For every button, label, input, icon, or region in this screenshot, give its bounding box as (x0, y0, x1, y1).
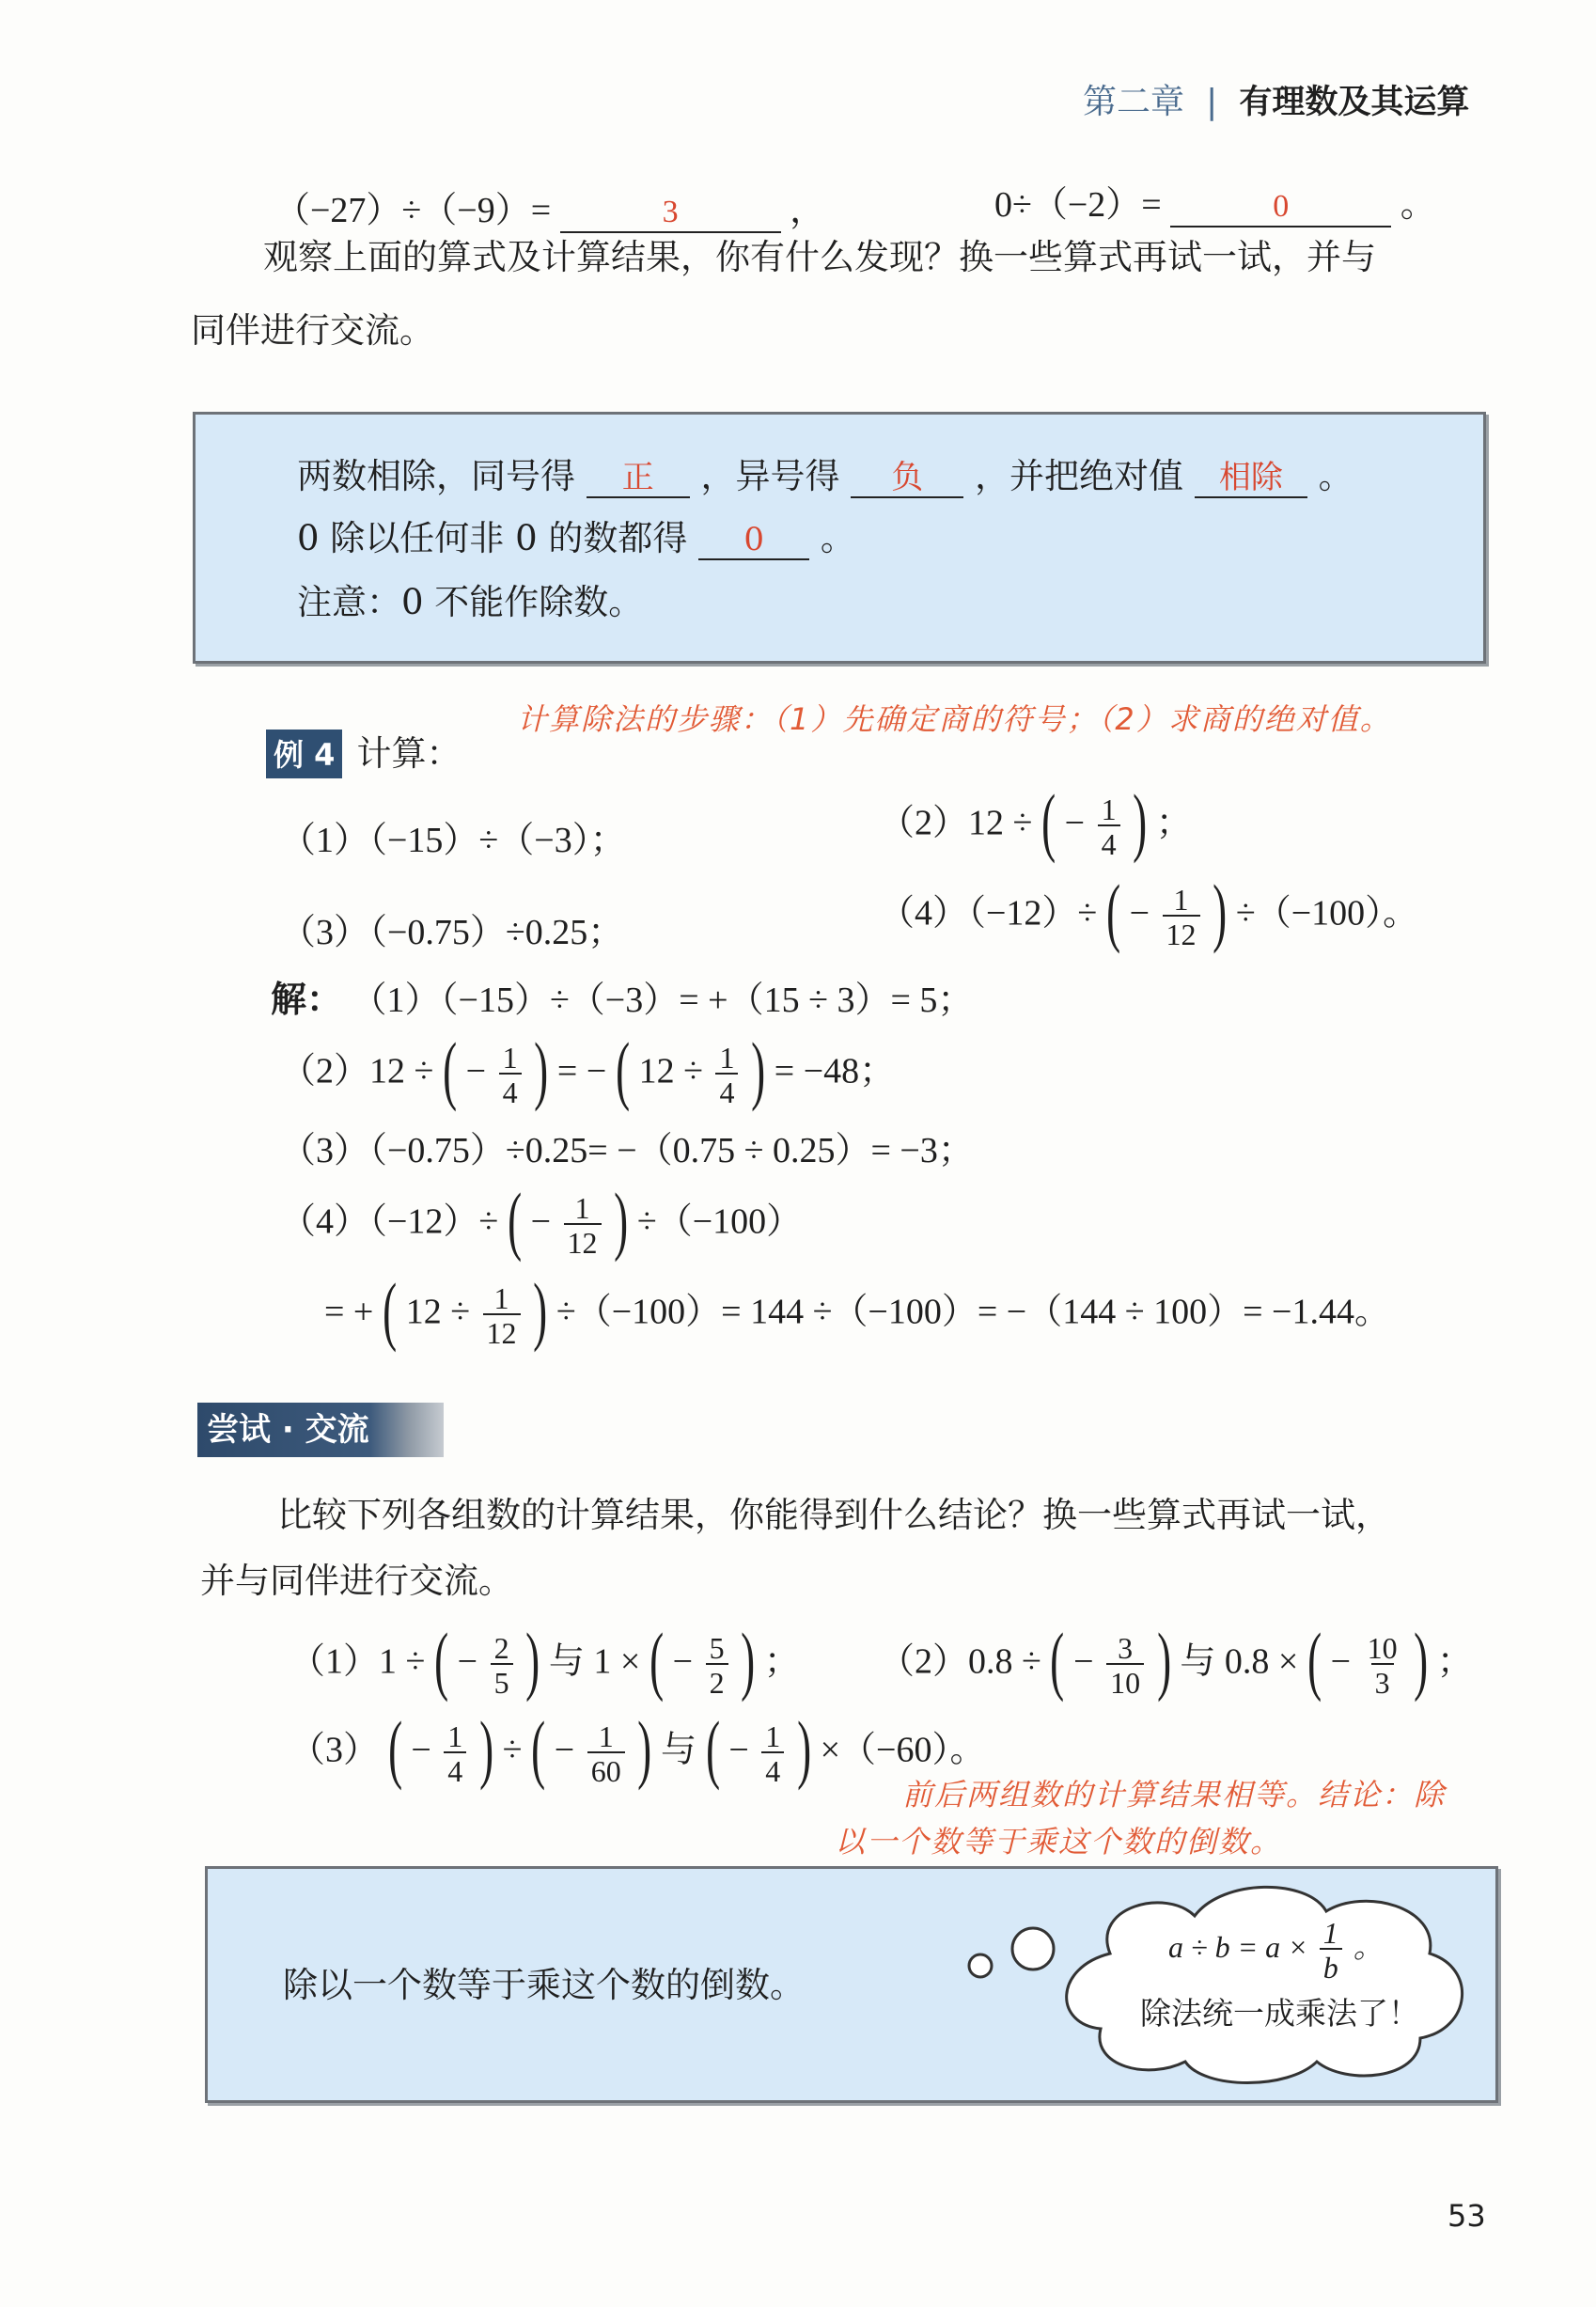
fraction (1163, 882, 1200, 951)
expr-text: ÷（−100）。 (1235, 893, 1419, 934)
paren-left: ( (1050, 1617, 1065, 1703)
paren-right: ) (478, 1705, 493, 1791)
try-question-1 (289, 1617, 800, 1703)
paren-right: ) (525, 1617, 540, 1703)
denominator: 12 (483, 1313, 521, 1348)
answer-blank (851, 458, 963, 498)
expr-text: （3） (289, 1730, 380, 1770)
paren-right: ) (1156, 1617, 1171, 1703)
minus-sign: − (457, 1641, 478, 1682)
page-number: 53 (1447, 2198, 1486, 2234)
example-part-3: （3）（−0.75）÷0.25； (280, 913, 624, 952)
denominator: 4 (444, 1751, 466, 1786)
paren-right: ) (741, 1617, 756, 1703)
minus-sign: − (1129, 893, 1150, 934)
top-equation-right (994, 175, 1436, 228)
numerator: 1 (1101, 792, 1117, 826)
answer-text: 3 (662, 195, 679, 229)
expr-text: ； (1155, 803, 1192, 843)
expr-text: ÷（−100） (636, 1201, 803, 1242)
numerator: 5 (709, 1630, 725, 1665)
expr-text: 与 0.8 × (1180, 1641, 1299, 1682)
paren-right: ) (614, 1177, 629, 1263)
fraction (706, 1630, 728, 1700)
expr-text: 。 (1353, 1929, 1384, 1964)
expr-text: （2）12 ÷ (879, 803, 1033, 843)
summary-text: 除以一个数等于乘这个数的倒数。 (283, 1965, 805, 2005)
example-label: 例 4 (266, 730, 342, 778)
numerator: 2 (493, 1630, 509, 1665)
expr-text: = −48； (774, 1051, 896, 1091)
rule-box (193, 412, 1486, 664)
top-equation-left (274, 180, 825, 233)
fraction (587, 1718, 625, 1788)
minus-sign: − (465, 1051, 487, 1091)
answer-blank (698, 520, 809, 560)
paren-left: ( (649, 1617, 665, 1703)
example-part-4 (879, 869, 1419, 955)
summary-box (205, 1866, 1498, 2103)
fraction (761, 1718, 784, 1788)
paren-right: ) (637, 1705, 652, 1791)
denominator: 4 (715, 1073, 738, 1107)
numerator: 1 (1173, 882, 1189, 917)
paren-left: ( (1041, 778, 1056, 864)
numerator: 1 (1322, 1916, 1338, 1950)
paren-right: ) (796, 1705, 811, 1791)
intro-line-1: 观察上面的算式及计算结果，你有什么发现？换一些算式再试一试，并与 (263, 237, 1376, 277)
expr-text: ÷（−100）= 144 ÷（−100）= −（144 ÷ 100）= −1.44。 (555, 1292, 1390, 1332)
expr-text: ÷ (502, 1730, 523, 1770)
fraction (1364, 1630, 1401, 1700)
try-question-3 (289, 1705, 986, 1792)
denominator: 3 (1371, 1663, 1394, 1698)
numerator: 1 (502, 1040, 518, 1075)
rule-text: ，异号得 (700, 456, 840, 496)
expr-text: ； (763, 1641, 800, 1682)
expr-text: ； (1436, 1641, 1473, 1682)
paren-left: ( (443, 1027, 458, 1112)
paren-left: ( (1307, 1617, 1322, 1703)
expr-text: = − (556, 1051, 607, 1091)
expr-text: （2）0.8 ÷ (879, 1641, 1041, 1682)
fraction (491, 1630, 513, 1700)
fraction (499, 1040, 522, 1109)
solution-line-2 (280, 1027, 896, 1113)
minus-sign: − (1330, 1641, 1352, 1682)
denominator: 12 (564, 1223, 602, 1258)
expr-text: = + (324, 1292, 374, 1332)
denominator: 4 (761, 1751, 784, 1786)
period: 。 (1400, 185, 1436, 225)
numerator: 1 (574, 1190, 590, 1225)
numerator: 1 (719, 1040, 735, 1075)
rule-text: 。 (820, 518, 855, 558)
expr-text: （2）12 ÷ (280, 1051, 434, 1091)
example-heading (266, 730, 462, 778)
handwritten-note-steps: 计算除法的步骤：（1）先确定商的符号；（2）求商的绝对值。 (517, 701, 1392, 737)
expr-text: ×（−60）。 (820, 1730, 986, 1770)
try-para-line-2: 并与同伴进行交流。 (200, 1561, 513, 1601)
solution-label: 解： (271, 981, 343, 1020)
rule-line-3: 注意：0 不能作除数。 (297, 582, 644, 622)
denominator: 60 (587, 1751, 625, 1786)
try-question-2 (879, 1617, 1473, 1703)
handwritten-note-conclusion-1: 前后两组数的计算结果相等。结论：除 (902, 1777, 1447, 1813)
rule-line-2 (297, 518, 855, 560)
denominator: 10 (1106, 1663, 1144, 1698)
fraction (564, 1190, 602, 1260)
expr-text: （−27）÷（−9）= (274, 191, 552, 230)
fraction (715, 1040, 738, 1109)
paren-right: ) (751, 1027, 766, 1112)
example-text: 计算： (356, 733, 462, 774)
numerator: 10 (1367, 1630, 1398, 1665)
denominator: 5 (491, 1663, 513, 1698)
minus-sign: − (411, 1730, 431, 1770)
cloud-text: 除法统一成乘法了！ (1140, 1995, 1419, 2032)
paren-left: ( (615, 1027, 630, 1112)
solution-line-4 (280, 1177, 803, 1263)
paren-right: ) (1414, 1617, 1429, 1703)
minus-sign: − (554, 1730, 575, 1770)
answer-blank (1170, 186, 1391, 228)
answer-text: 0 (743, 521, 764, 558)
rule-text: ，并把绝对值 (975, 456, 1184, 496)
header-separator: | (1206, 83, 1218, 121)
denominator: 4 (499, 1073, 522, 1107)
example-part-1: （1）（−15）÷（−3）； (280, 821, 626, 860)
numerator: 1 (447, 1718, 463, 1753)
minus-sign: − (1073, 1641, 1094, 1682)
minus-sign: − (672, 1641, 694, 1682)
paren-right: ) (1133, 778, 1148, 864)
rule-text: 0 除以任何非 0 的数都得 (297, 518, 688, 558)
numerator: 1 (493, 1280, 509, 1315)
rule-line-1 (297, 456, 1353, 498)
answer-text: 负 (891, 459, 924, 496)
fraction (444, 1718, 466, 1788)
answer-blank (560, 192, 781, 233)
thought-cloud-icon (950, 1878, 1477, 2090)
paren-right: ) (533, 1267, 548, 1353)
numerator: 1 (598, 1718, 614, 1753)
paren-right: ) (1213, 869, 1228, 954)
intro-line-2: 同伴进行交流。 (191, 310, 434, 351)
paren-left: ( (705, 1705, 720, 1791)
minus-sign: − (728, 1730, 749, 1770)
expr-text: a ÷ b = a × (1168, 1929, 1308, 1964)
answer-blank (587, 458, 690, 498)
expr-text: （4）（−12）÷ (879, 893, 1098, 934)
cloud-equation (1168, 1918, 1384, 1983)
paren-right: ) (534, 1027, 549, 1112)
expr-text: 12 ÷ (638, 1051, 703, 1091)
minus-sign: − (530, 1201, 552, 1242)
answer-text: 正 (621, 459, 654, 496)
comma: ， (790, 191, 826, 230)
denominator: 4 (1098, 824, 1120, 859)
paren-left: ( (434, 1617, 449, 1703)
try-para-line-1: 比较下列各组数的计算结果，你能得到什么结论？换一些算式再试一试， (277, 1495, 1390, 1535)
example-part-2 (879, 778, 1192, 865)
try-exchange-tab: 尝试 · 交流 (197, 1403, 444, 1457)
paren-left: ( (531, 1705, 546, 1791)
denominator: b (1320, 1948, 1342, 1983)
answer-blank (1195, 458, 1307, 498)
expr-text: （4）（−12）÷ (280, 1201, 499, 1242)
paren-left: ( (1105, 869, 1120, 954)
paren-left: ( (387, 1705, 402, 1791)
fraction (1106, 1630, 1144, 1700)
expr-text: 0÷（−2）= (994, 185, 1162, 225)
solution-line-1 (271, 970, 973, 1022)
fraction (483, 1280, 521, 1350)
solution-line-3: （3）（−0.75）÷0.25= −（0.75 ÷ 0.25）= −3； (280, 1131, 974, 1170)
expr-text: 与 1 × (548, 1641, 641, 1682)
answer-text: 0 (1273, 189, 1290, 224)
rule-text: 。 (1318, 456, 1353, 496)
chapter-title: 有理数及其运算 (1239, 84, 1470, 121)
rule-text: 两数相除，同号得 (297, 456, 575, 496)
chapter-label: 第二章 (1083, 83, 1185, 121)
minus-sign: − (1064, 803, 1086, 843)
numerator: 3 (1118, 1630, 1134, 1665)
answer-text: 相除 (1218, 459, 1283, 496)
solution-line-5 (324, 1267, 1390, 1354)
expr-text: （1）1 ÷ (289, 1641, 426, 1682)
denominator: 12 (1163, 915, 1200, 949)
expr-text: 与 (661, 1730, 697, 1770)
paren-left: ( (507, 1177, 522, 1263)
handwritten-note-conclusion-2: 以一个数等于乘这个数的倒数。 (835, 1824, 1283, 1860)
paren-left: ( (383, 1267, 398, 1353)
fraction (1098, 794, 1120, 859)
numerator: 1 (765, 1718, 781, 1753)
page-header (1083, 75, 1469, 123)
denominator: 2 (706, 1663, 728, 1698)
expr-text: 12 ÷ (405, 1292, 471, 1332)
fraction (1320, 1918, 1342, 1983)
expr-text: （1）（−15）÷（−3）= +（15 ÷ 3）= 5； (351, 981, 974, 1020)
